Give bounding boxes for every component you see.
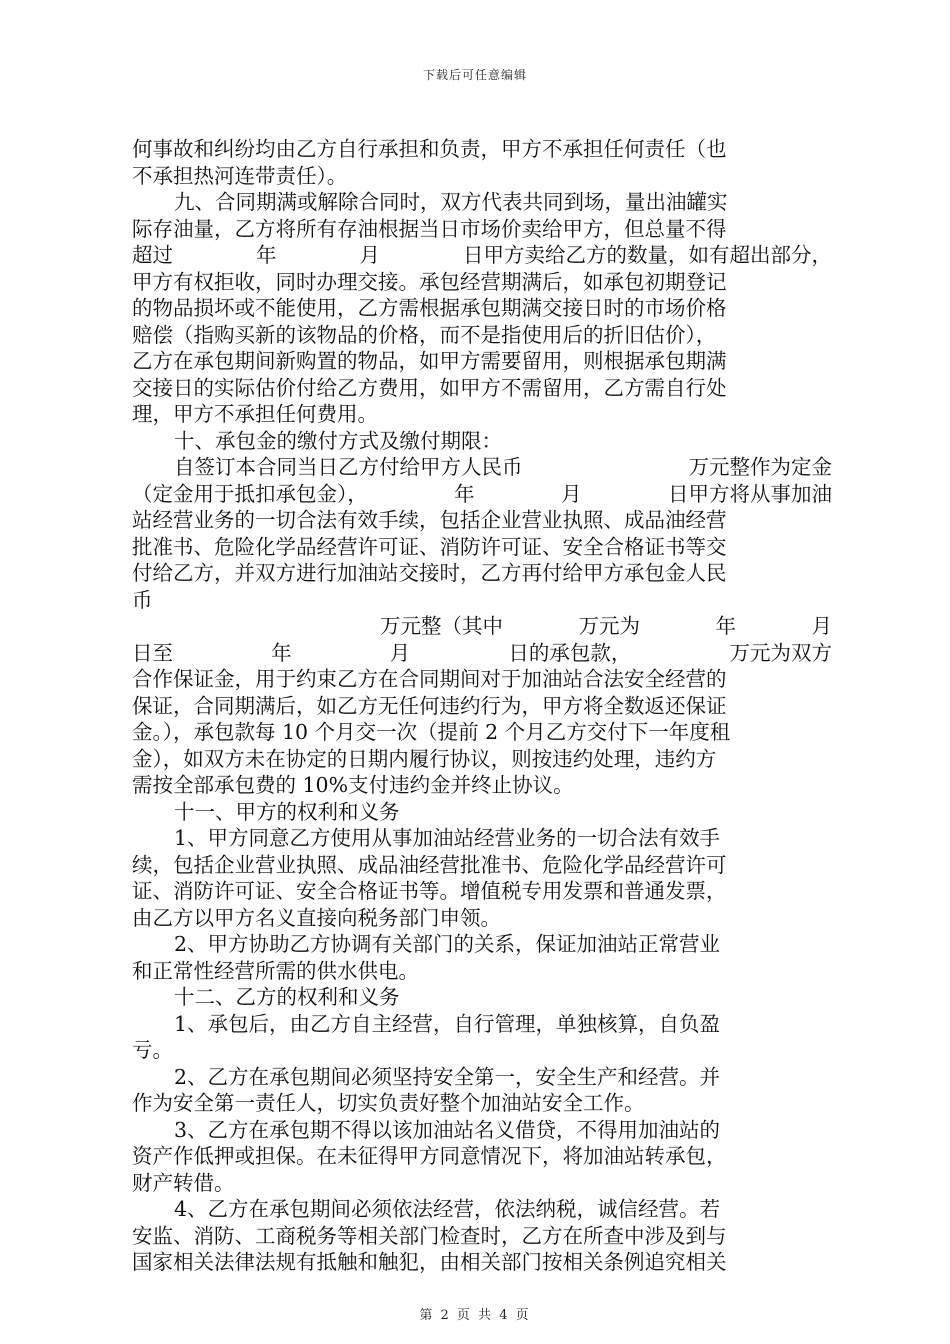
text-line: 亏。: [132, 1038, 173, 1062]
text-line: 乙方在承包期间新购置的物品，如甲方需要留用，则根据承包期满: [132, 349, 727, 373]
text-segment: 月: [811, 614, 832, 638]
text-line: 续，包括企业营业执照、成品油经营批准书、危险化学品经营许可: [132, 852, 727, 877]
text-line: 和正常性经营所需的供水供电。: [132, 958, 419, 983]
document-body: [132, 136, 832, 1276]
text-segment: 日甲方卖给乙方的数量，如有超出部分，: [463, 243, 832, 267]
text-segment: 年: [271, 640, 292, 665]
text-segment: 超过: [132, 243, 173, 267]
text-segment: 年: [454, 481, 475, 506]
text-segment: 万元为双方: [729, 640, 832, 665]
text-line: 安监、消防、工商税务等相关部门检查时，乙方在所查中涉及到与: [132, 1223, 727, 1248]
text-segment: 自签订本合同当日乙方付给甲方人民币: [174, 455, 523, 479]
text-line: 2、甲方协助乙方协调有关部门的关系，保证加油站正常营业: [174, 932, 721, 956]
text-line: 交接日的实际估价付给乙方费用，如甲方不需留用，乙方需自行处: [132, 375, 727, 400]
text-line: 金。），承包款每 10 个月交一次（提前 2 个月乙方交付下一年度租: [132, 720, 731, 744]
text-segment: 日甲方将从事加油: [667, 481, 832, 506]
text-line: 作为安全第一责任人，切实负责好整个加油站安全工作。: [132, 1091, 645, 1115]
text-line: 际存油量，乙方将所有存油根据当日市场价卖给甲方，但总量不得: [132, 216, 727, 241]
text-line: 2、乙方在承包期间必须坚持安全第一，安全生产和经营。并: [174, 1064, 721, 1089]
text-segment: 月: [389, 640, 411, 665]
text-line: 站经营业务的一切合法有效手续，包括企业营业执照、成品油经营: [132, 508, 727, 532]
text-line: [132, 454, 832, 481]
text-segment: 日至: [132, 640, 173, 665]
text-segment: 月: [359, 243, 380, 267]
text-line: 3、乙方在承包期不得以该加油站名义借贷，不得用加油站的: [174, 1117, 721, 1142]
text-line: 需按全部承包费的 10%支付违约金并终止协议。: [132, 773, 574, 797]
text-line: 十一、甲方的权利和义务: [174, 799, 400, 824]
text-segment: 万元整作为定金: [688, 455, 832, 479]
text-segment: 日的承包款，: [508, 640, 632, 665]
text-line: [132, 613, 832, 640]
text-line: [132, 242, 832, 269]
text-line: 由乙方以甲方名义直接向税务部门申领。: [132, 905, 501, 930]
text-line: 九、合同期满或解除合同时，双方代表共同到场，量出油罐实: [174, 190, 728, 214]
text-line: 甲方有权拒收，同时办理交接。承包经营期满后，如承包初期登记: [132, 269, 727, 294]
page-header: 下载后可任意编辑: [422, 68, 527, 82]
text-line: 付给乙方，并双方进行加油站交接时，乙方再付给甲方承包金人民: [132, 561, 727, 585]
text-segment: 年: [715, 614, 736, 638]
text-line: 不承担热河连带责任）。: [132, 163, 348, 188]
text-line: 金），如双方未在协定的日期内履行协议，则按违约处理，违约方: [132, 746, 717, 771]
text-line: 十二、乙方的权利和义务: [174, 985, 400, 1009]
text-line: 1、甲方同意乙方使用从事加油站经营业务的一切合法有效手: [174, 826, 721, 850]
text-line: 国家相关法律法规有抵触和触犯，由相关部门按相关条例追究相关: [132, 1250, 727, 1274]
text-segment: 万元整（其中: [380, 614, 503, 638]
text-line: 批准书、危险化学品经营许可证、消防许可证、安全合格证书等交: [132, 534, 727, 559]
text-line: 资产作低押或担保。在未征得甲方同意情况下，将加油站转承包，: [132, 1144, 727, 1168]
text-line: 何事故和纠纷均由乙方自行承担和负责，甲方不承担任何责任（也: [132, 137, 727, 161]
text-line: [132, 481, 832, 508]
text-segment: 年: [256, 243, 277, 267]
text-line: 十、承包金的缴付方式及缴付期限：: [174, 428, 502, 453]
text-line: 理，甲方不承担任何费用。: [132, 402, 378, 426]
text-line: 的物品损坏或不能使用，乙方需根据承包期满交接日时的市场价格: [132, 296, 727, 320]
text-segment: （定金用于抵扣承包金），: [132, 481, 368, 506]
text-segment: 万元为: [578, 614, 640, 638]
text-line: 财产转借。: [132, 1170, 235, 1195]
page-footer: 第 2 页 共 4 页: [419, 1308, 531, 1323]
text-line: 1、承包后，由乙方自主经营，自行管理，单独核算，自负盈: [174, 1011, 721, 1036]
text-line: 保证，合同期满后，如乙方无任何违约行为，甲方将全数返还保证: [132, 693, 727, 718]
text-segment: 月: [561, 481, 582, 506]
text-line: [132, 640, 832, 667]
text-line: 证、消防许可证、安全合格证书等。增值税专用发票和普通发票，: [132, 879, 727, 903]
text-line: 赔偿（指购买新的该物品的价格，而不是指使用后的折旧估价），: [132, 322, 717, 347]
text-line: 币: [132, 587, 153, 612]
text-line: 合作保证金，用于约束乙方在合同期间对于加油站合法安全经营的: [132, 667, 727, 691]
text-line: 4、乙方在承包期间必须依法经营，依法纳税，诚信经营。若: [174, 1197, 721, 1221]
